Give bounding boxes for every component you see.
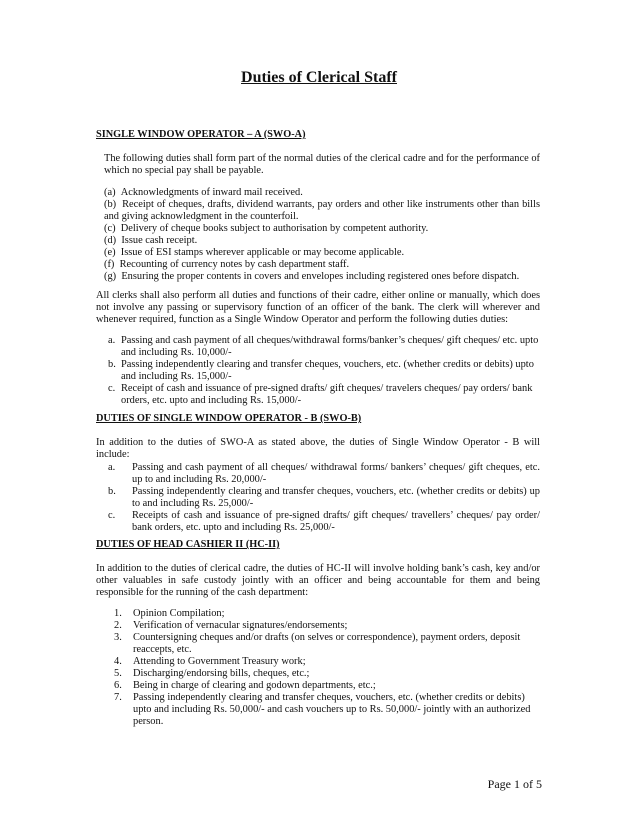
item-marker: b. [108,486,116,497]
list-item [104,199,540,223]
item-marker: (c) [104,223,116,234]
list-item [114,692,540,729]
item-text: Being in charge of clearing and godown departments, etc.; [133,680,376,691]
page-number: Page 1 of 5 [487,777,542,791]
list-item [114,680,540,692]
item-marker: 4. [114,656,122,667]
section-heading-swo-a: SINGLE WINDOW OPERATOR – A (SWO-A) [96,129,306,140]
item-marker: c. [108,510,116,521]
list-item [104,223,540,235]
document-title: Duties of Clerical Staff [241,69,397,86]
item-text: Discharging/endorsing bills, cheques, etc.; [133,668,310,679]
hc-ii-intro: In addition to the duties of clerical cadre, the duties of HC-II will involve holding bank’s cash, key and/or other valuables in safe custody jointly with an officer and being accountable for them and being responsible for the running of the cash department: [96,563,540,599]
item-text: Passing independently clearing and transfer cheques, vouchers, etc. (whether credits or debits) up to and including Rs. 25,000/- [132,486,540,510]
item-text: Issue of ESI stamps wherever applicable or may become applicable. [120,247,405,258]
section-heading-hc-ii: DUTIES OF HEAD CASHIER II (HC-II) [96,539,280,550]
list-item [104,235,540,247]
list-item [104,271,540,283]
item-text: Receipts of cash and issuance of pre-signed drafts/ gift cheques/ travellers’ cheques/ pay order/ bank orders, etc. upto and including Rs. 25,000/- [132,510,540,534]
list-item [108,486,540,510]
list-item [108,359,540,383]
item-text: Opinion Compilation; [133,608,225,619]
section-heading-swo-b: DUTIES OF SINGLE WINDOW OPERATOR - B (SWO-B) [96,413,362,424]
item-marker: 2. [114,620,122,631]
item-marker: 6. [114,680,122,691]
item-marker: 1. [114,608,122,619]
item-text: Verification of vernacular signatures/endorsements; [133,620,348,631]
item-text: Passing and cash payment of all cheques/withdrawal forms/banker’s cheques/ gift cheques/ etc. upto and including Rs. 10,000/- [121,335,539,359]
list-item [108,510,540,534]
item-text: Receipt of cheques, drafts, dividend warrants, pay orders and other like instruments other than bills and giving acknowledgment in the counterfoil. [104,199,540,223]
item-text: Countersigning cheques and/or drafts (on selves or correspondence), payment orders, deposit reaccepts, etc. [133,632,521,656]
swo-a-intro: The following duties shall form part of the normal duties of the clerical cadre and for the performance of which no special pay shall be payable. [104,153,540,177]
swo-a-paragraph: All clerks shall also perform all duties and functions of their cadre, either online or manually, which does not involve any passing or supervisory function of an officer of the bank. The clerk will wherever and whenever required, function as a Single Window Operator and perform the following duties duties: [96,290,540,326]
list-item [114,620,540,632]
item-marker: (e) [104,247,116,258]
item-marker: 3. [114,632,122,643]
list-item [114,632,540,656]
item-marker: (b) [104,199,117,210]
item-text: Issue cash receipt. [121,235,198,246]
list-item [104,247,540,259]
item-marker: b. [108,359,116,370]
swo-b-intro: In addition to the duties of SWO-A as stated above, the duties of Single Window Operator - B will include: [96,437,540,461]
item-marker: c. [108,383,116,394]
list-item [104,187,540,199]
item-text: Passing independently clearing and transfer cheques, vouchers, etc. (whether credits or debits) upto and including Rs. 15,000/- [121,359,534,383]
list-item [108,462,540,486]
item-marker: (a) [104,187,116,198]
item-text: Passing and cash payment of all cheques/ withdrawal forms/ bankers’ cheques/ gift cheques, etc. up to and including Rs. 20,000/- [132,462,540,486]
list-item [108,383,540,407]
item-text: Receipt of cash and issuance of pre-signed drafts/ gift cheques/ travelers cheques/ pay orders/ bank orders, etc. upto and including Rs. 15,000/- [121,383,533,407]
item-marker: a. [108,462,116,473]
item-text: Ensuring the proper contents in covers and envelopes including registered ones before dispatch. [121,271,520,282]
list-item [104,259,540,271]
item-marker: (f) [104,259,115,270]
item-marker: a. [108,335,116,346]
item-text: Passing independently clearing and transfer cheques, vouchers, etc. (whether credits or debits) upto and including Rs. 50,000/- and cash vouchers up to Rs. 50,000/- jointly with an authorized person. [133,692,531,728]
item-marker: (g) [104,271,117,282]
item-marker: 5. [114,668,122,679]
item-text: Delivery of cheque books subject to authorisation by competent authority. [120,223,429,234]
list-item [114,608,540,620]
list-item [114,656,540,668]
item-text: Acknowledgments of inward mail received. [120,187,303,198]
item-marker: (d) [104,235,117,246]
list-item [114,668,540,680]
list-item [108,335,540,359]
item-text: Attending to Government Treasury work; [133,656,306,667]
item-text: Recounting of currency notes by cash department staff. [119,259,350,270]
item-marker: 7. [114,692,122,703]
